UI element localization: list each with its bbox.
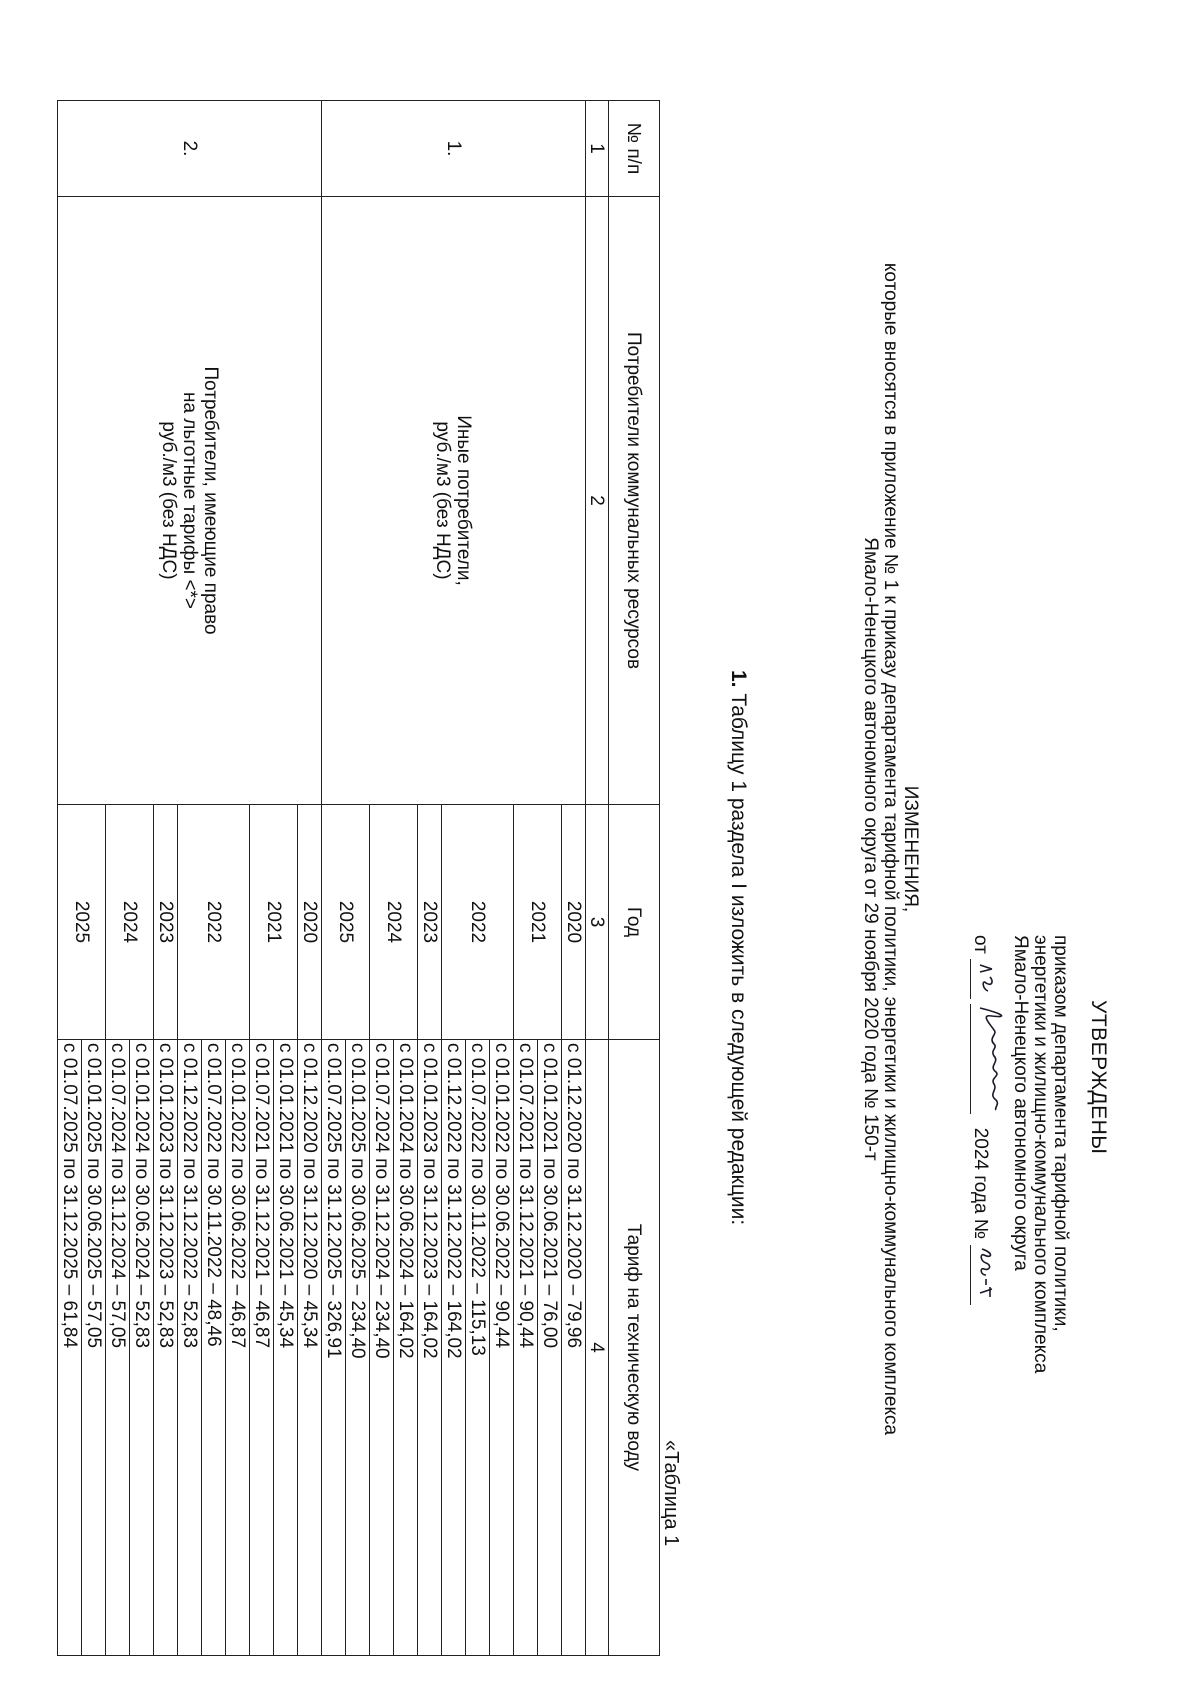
year-cell: 2020 <box>562 805 586 1040</box>
tariff-cell: с 01.01.2025 по 30.06.2025 – 234,40 <box>346 1040 370 1656</box>
tariff-cell: с 01.01.2021 по 30.06.2021 – 45,34 <box>274 1040 298 1656</box>
year-cell: 2025 <box>322 805 370 1040</box>
intro-paragraph <box>726 670 750 1225</box>
heading-line-2: Ямало-Ненецкого автономного округа от 29 ноября 2020 года № 150-т <box>860 537 881 1161</box>
tariff-cell: с 01.07.2022 по 30.11.2022 – 115,13 <box>466 1040 490 1656</box>
column-number-row <box>586 101 609 1656</box>
tariff-cell: с 01.12.2020 по 31.12.2020 – 79,96 <box>562 1040 586 1656</box>
tariff-cell: с 01.01.2025 по 30.06.2025 – 57,05 <box>82 1040 106 1656</box>
handwritten-month <box>970 1004 1010 1114</box>
handwritten-number <box>970 1245 998 1305</box>
header-consumers: Потребители коммунальных ресурсов <box>609 197 660 805</box>
year-cell: 2025 <box>58 805 106 1040</box>
group-number: 2. <box>58 101 322 197</box>
table-row <box>562 101 586 1656</box>
year-cell: 2024 <box>106 805 154 1040</box>
year-cell: 2024 <box>370 805 418 1040</box>
consumer-category: Потребители, имеющие право на льготные тарифы <*> руб./м3 (без НДС) <box>58 197 322 805</box>
approval-line-3: Ямало-Ненецкого автономного округа <box>1010 935 1031 1271</box>
tariff-cell: с 01.07.2021 по 31.12.2021 – 46,87 <box>250 1040 274 1656</box>
approval-date-line <box>970 935 1010 1455</box>
column-number-1: 1 <box>586 101 609 197</box>
approval-from-prefix: от <box>970 935 991 954</box>
column-number-4: 4 <box>586 1040 609 1656</box>
tariff-cell: с 01.01.2022 по 30.06.2022 – 90,44 <box>490 1040 514 1656</box>
tariff-cell: с 01.07.2022 по 30.11.2022 – 48,46 <box>202 1040 226 1656</box>
table-caption: «Таблица 1 <box>660 1440 682 1547</box>
year-cell: 2020 <box>298 805 322 1040</box>
tariff-cell: с 01.07.2025 по 31.12.2025 – 326,91 <box>322 1040 346 1656</box>
approval-line-1: приказом департамента тарифной политики, <box>1050 935 1071 1332</box>
tariff-cell: с 01.12.2020 по 31.12.2020 – 45,34 <box>298 1040 322 1656</box>
header-number: № п/п <box>609 101 660 197</box>
column-number-2: 2 <box>586 197 609 805</box>
intro-number: 1. <box>727 670 750 688</box>
approval-line-2: энергетики и жилищно-коммунального комплекса <box>1030 935 1051 1374</box>
tariff-cell: с 01.07.2024 по 31.12.2024 – 57,05 <box>106 1040 130 1656</box>
tariff-cell: с 01.01.2021 по 30.06.2021 – 76,00 <box>538 1040 562 1656</box>
table-header-row <box>609 101 660 1656</box>
intro-text: Таблицу 1 раздела I изложить в следующей редакции: <box>727 693 750 1226</box>
handwritten-day <box>970 959 996 999</box>
tariff-cell: с 01.12.2022 по 31.12.2022 – 164,02 <box>442 1040 466 1656</box>
heading-title: ИЗМЕНЕНИЯ, <box>900 785 921 913</box>
table-row <box>298 101 322 1656</box>
year-cell: 2022 <box>178 805 250 1040</box>
year-cell: 2021 <box>250 805 298 1040</box>
heading-line-1: которые вносятся в приложение № 1 к приказу департамента тарифной политики, энергетики и жилищно-коммунального комплекса <box>880 262 901 1436</box>
year-cell: 2023 <box>418 805 442 1040</box>
header-tariff: Тариф на техническую воду <box>609 1040 660 1656</box>
consumer-category: Иные потребители, руб./м3 (без НДС) <box>322 197 586 805</box>
tariff-cell: с 01.01.2024 по 30.06.2024 – 164,02 <box>394 1040 418 1656</box>
tariff-cell: с 01.01.2024 по 30.06.2024 – 52,83 <box>130 1040 154 1656</box>
approval-year-text: 2024 года № <box>970 1127 991 1240</box>
tariff-cell: с 01.07.2024 по 31.12.2024 – 234,40 <box>370 1040 394 1656</box>
year-cell: 2022 <box>442 805 514 1040</box>
tariff-cell: с 01.12.2022 по 31.12.2022 – 52,83 <box>178 1040 202 1656</box>
group-number: 1. <box>322 101 586 197</box>
tariff-cell: с 01.07.2021 по 31.12.2021 – 90,44 <box>514 1040 538 1656</box>
column-number-3: 3 <box>586 805 609 1040</box>
tariff-table <box>57 100 660 1656</box>
tariff-cell: с 01.01.2023 по 31.12.2023 – 52,83 <box>154 1040 178 1656</box>
approval-title: УТВЕРЖДЕНЫ <box>1087 1000 1110 1155</box>
tariff-cell: с 01.01.2023 по 31.12.2023 – 164,02 <box>418 1040 442 1656</box>
header-year: Год <box>609 805 660 1040</box>
tariff-cell: с 01.07.2025 по 31.12.2025 – 61,84 <box>58 1040 82 1656</box>
year-cell: 2021 <box>514 805 562 1040</box>
year-cell: 2023 <box>154 805 178 1040</box>
document-heading <box>860 0 920 1698</box>
tariff-cell: с 01.01.2022 по 30.06.2022 – 46,87 <box>226 1040 250 1656</box>
